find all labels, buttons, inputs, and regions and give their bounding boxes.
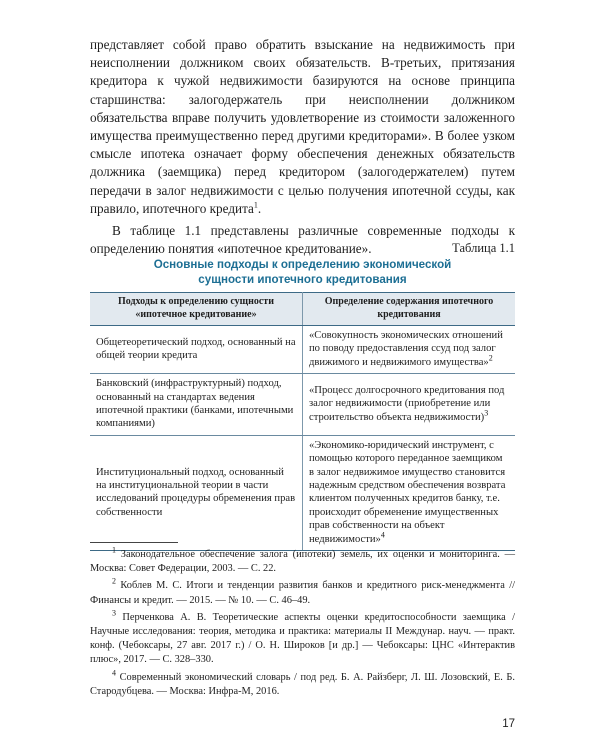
footnote xyxy=(90,545,515,576)
table-header-row xyxy=(90,293,515,326)
table-label: Таблица 1.1 xyxy=(452,241,515,255)
definition-cell xyxy=(303,435,516,550)
approach-cell: Институциональный подход, основанный на институциональной теории в части исследований процедуры обременения прав собственности xyxy=(90,435,303,550)
body-text xyxy=(90,36,515,258)
definition-text: «Процесс долгосрочного кредитования под залог недвижимости (приобретение или строительство объекта недвижимости) xyxy=(309,384,505,423)
definition-text: «Экономико-юридический инструмент, с помощью которого переданное заемщиком в залог недвижимое имущество становится надежным средством обеспечения возврата клиентом полученных кредитов банку, т.е. происходит обременение имущественных прав собственности на объект недвижимости» xyxy=(309,439,506,545)
table-row xyxy=(90,435,515,550)
approach-cell: Общетеоретический подход, основанный на общей теории кредита xyxy=(90,326,303,374)
table-row xyxy=(90,374,515,436)
table-title-line-2: сущности ипотечного кредитования xyxy=(198,273,407,286)
footnote-text: Законодательное обеспечение залога (ипотеки) земель, их оценки и мониторинга. — Москва: Совет Федерации, 2003. — С. 22. xyxy=(90,549,515,575)
definition-cell xyxy=(303,326,516,374)
approach-cell: Банковский (инфраструктурный) подход, основанный на стандартах ведения ипотечной практики (банками, ипотечными компаниями) xyxy=(90,374,303,436)
footnote-number: 4 xyxy=(112,668,116,678)
table-row xyxy=(90,326,515,374)
footnote-number: 3 xyxy=(112,608,116,618)
footnote-divider xyxy=(90,542,178,543)
footnote-ref-2: 2 xyxy=(488,353,493,363)
footnote-ref-4: 4 xyxy=(380,530,385,540)
table-title-line-1: Основные подходы к определению экономической xyxy=(153,258,452,271)
footnotes xyxy=(90,545,515,702)
body-paragraph-1: представляет собой право обратить взыскание на недвижимость при неисполнении должником своих обязательств. В-третьих, притязания кредитора к чужой недвижимости базируются на основе принципа старшинства: залогодержатель при неисполнении должником обязательства вправе получить удовлетворение из стоимости заложенного имущества преимущественно перед другими кредиторами». В более узком смысле ипотека означает форму обеспечения денежных обязательств должника (заемщика) перед кредитором (залогодержателем) путем передачи в залог недвижимости с целью получения ипотечной ссуды, как правило, ипотечного кредита$^1$. xyxy=(90,37,515,216)
footnote-text: Современный экономический словарь / под ред. Б. А. Райзберг, Л. Ш. Лозовский, Е. Б. Стародубцева. — Москва: Инфра-М, 2016. xyxy=(90,671,515,697)
approaches-table xyxy=(90,292,515,551)
header-definition: Определение содержания ипотечного кредитования xyxy=(303,293,516,326)
header-approach: Подходы к определению сущности «ипотечное кредитование» xyxy=(90,293,303,326)
body-paragraph-2: В таблице 1.1 представлены различные современные подходы к определению понятия «ипотечное кредитование». xyxy=(90,223,515,257)
footnote-text: Коблев М. С. Итоги и тенденции развития банков и кредитного риск-менеджмента // Финансы и кредит. — 2015. — № 10. — С. 46–49. xyxy=(90,580,515,606)
footnote xyxy=(90,576,515,607)
page-number: 17 xyxy=(502,718,515,730)
table-title xyxy=(90,257,515,287)
footnote xyxy=(90,668,515,699)
footnote-ref-3: 3 xyxy=(484,408,489,418)
body-paragraph-1-text: представляет собой право обратить взыскание на недвижимость при неисполнении должником своих обязательств. В-третьих, притязания кредитора к чужой недвижимости базируются на основе принципа старшинства: залогодержатель при неисполнении должником обязательства вправе получить удовлетворение из стоимости заложенного имущества преимущественно перед другими кредиторами». В более узком смысле ипотека означает форму обеспечения денежных обязательств должника (заемщика) перед кредитором (залогодержателем) путем передачи в залог недвижимости с целью получения ипотечной ссуды, как правило, ипотечного кредита xyxy=(90,37,515,216)
definition-cell xyxy=(303,374,516,436)
footnote-number: 2 xyxy=(112,576,116,586)
footnote xyxy=(90,608,515,668)
footnote-text: Перченкова А. В. Теоретические аспекты оценки кредитоспособности заемщика / Научные исследования: теория, методика и практика: материалы II Междунар. науч. — практ. конф. (Чебоксары, 27 авг. 2017 г.) / О. Н. Широков [и др.] — Чебоксары: ЦНС «Интерактив плюс», 2017. — С. 328–330. xyxy=(90,611,515,666)
footnote-number: 1 xyxy=(112,545,116,555)
footnote-ref-1: 1 xyxy=(253,200,258,210)
definition-text: «Совокупность экономических отношений по поводу предоставления ссуд под залог движимого и недвижимого имущества» xyxy=(309,330,503,368)
